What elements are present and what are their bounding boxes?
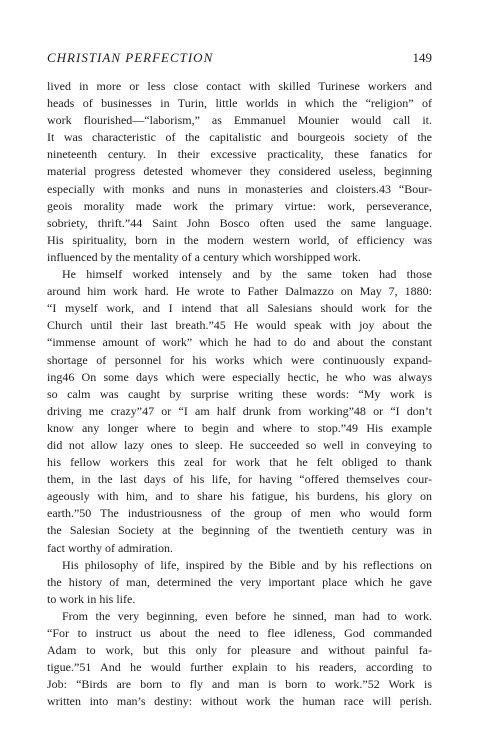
paragraph [47,557,432,608]
text-line: “immense amount of work” which he had to do and about the constant [47,335,432,350]
text-line: It was characteristic of the capitalistic and bourgeois society of the [47,130,432,145]
text-line: ageously with him, and to share his fatigue, his burdens, his glory on [47,489,432,504]
running-head-title: CHRISTIAN PERFECTION [47,50,214,65]
text-line: nineteenth century. In their excessive practicality, these fanatics for [47,147,432,162]
text-line: written into man’s destiny: without work the human race will perish. [47,694,432,709]
text-line: earth.”50 The industriousness of the group of men who would form [47,506,432,521]
text-line: know any longer where to begin and where to stop.”49 His example [47,420,432,435]
text-line: especially with monks and nuns in monasteries and cloisters.43 “Bour- [47,181,432,196]
text-line: heads of businesses in Turin, little worlds in which the “religion” of [47,96,432,111]
text-line: the Salesian Society at the beginning of the twentieth century was in [47,523,432,538]
running-head [47,50,432,66]
text-line: to work in his life. [47,591,136,606]
text-line: Job: “Birds are born to fly and man is born to work.”52 Work is [47,677,432,692]
text-line: From the very beginning, even before he sinned, man had to work. [62,608,432,623]
text-line: ing46 On some days which were especially hectic, he who was always [47,369,432,384]
text-line: material progress detested whomever they considered useless, beginning [47,164,432,179]
text-line: His philosophy of life, inspired by the Bible and by his reflections on [62,557,432,572]
text-line: fact worthy of admiration. [47,540,173,555]
text-line: His spirituality, born in the modern western world, of efficiency was [47,232,432,247]
paragraph [47,78,432,266]
text-line: “I myself work, and I intend that all Salesians should work for the [47,301,432,316]
text-line: “For to instruct us about the need to flee idleness, God commanded [47,626,432,640]
paragraph [47,608,432,711]
text-line: driving me crazy”47 or “I am half drunk from working”48 or “I don’t [47,403,432,418]
text-line: Adam to work, but this only for pleasure and without painful fa- [47,643,432,658]
body-text [47,78,432,710]
text-line: so calm was caught by surprise writing these words: “My work is [47,386,432,401]
text-line: He himself worked intensely and by the same token had those [62,267,432,282]
text-line: geois morality made work the primary virtue: work, perseverance, [47,198,432,213]
text-line: his fellow workers this zeal for work that he felt obliged to thank [47,455,432,470]
text-line: the history of man, determined the very important place which he gave [47,574,432,589]
text-line: around him work hard. He wrote to Father Dalmazzo on May 7, 1880: [47,284,432,299]
text-line: shortage of personnel for his works which were continuously expand- [47,352,432,367]
text-line: lived in more or less close contact with skilled Turinese workers and [47,79,432,93]
paragraph [47,266,432,557]
text-line: influenced by the mentality of a century which worshipped work. [47,249,361,264]
text-line: tigue.”51 And he would further explain to his readers, according to [47,660,432,675]
text-line: work flourished—“laborism,” as Emmanuel Mounier would call it. [47,113,432,128]
text-line: sobriety, thrift.”44 Saint John Bosco often used the same language. [47,215,432,230]
text-line: them, in the last days of his life, for having “offered themselves cour- [47,472,432,487]
page-number: 149 [412,50,432,65]
text-line: Church until their last breath.”45 He would speak with joy about the [47,318,432,333]
text-line: did not allow lazy ones to sleep. He succeeded so well in conveying to [47,437,432,452]
